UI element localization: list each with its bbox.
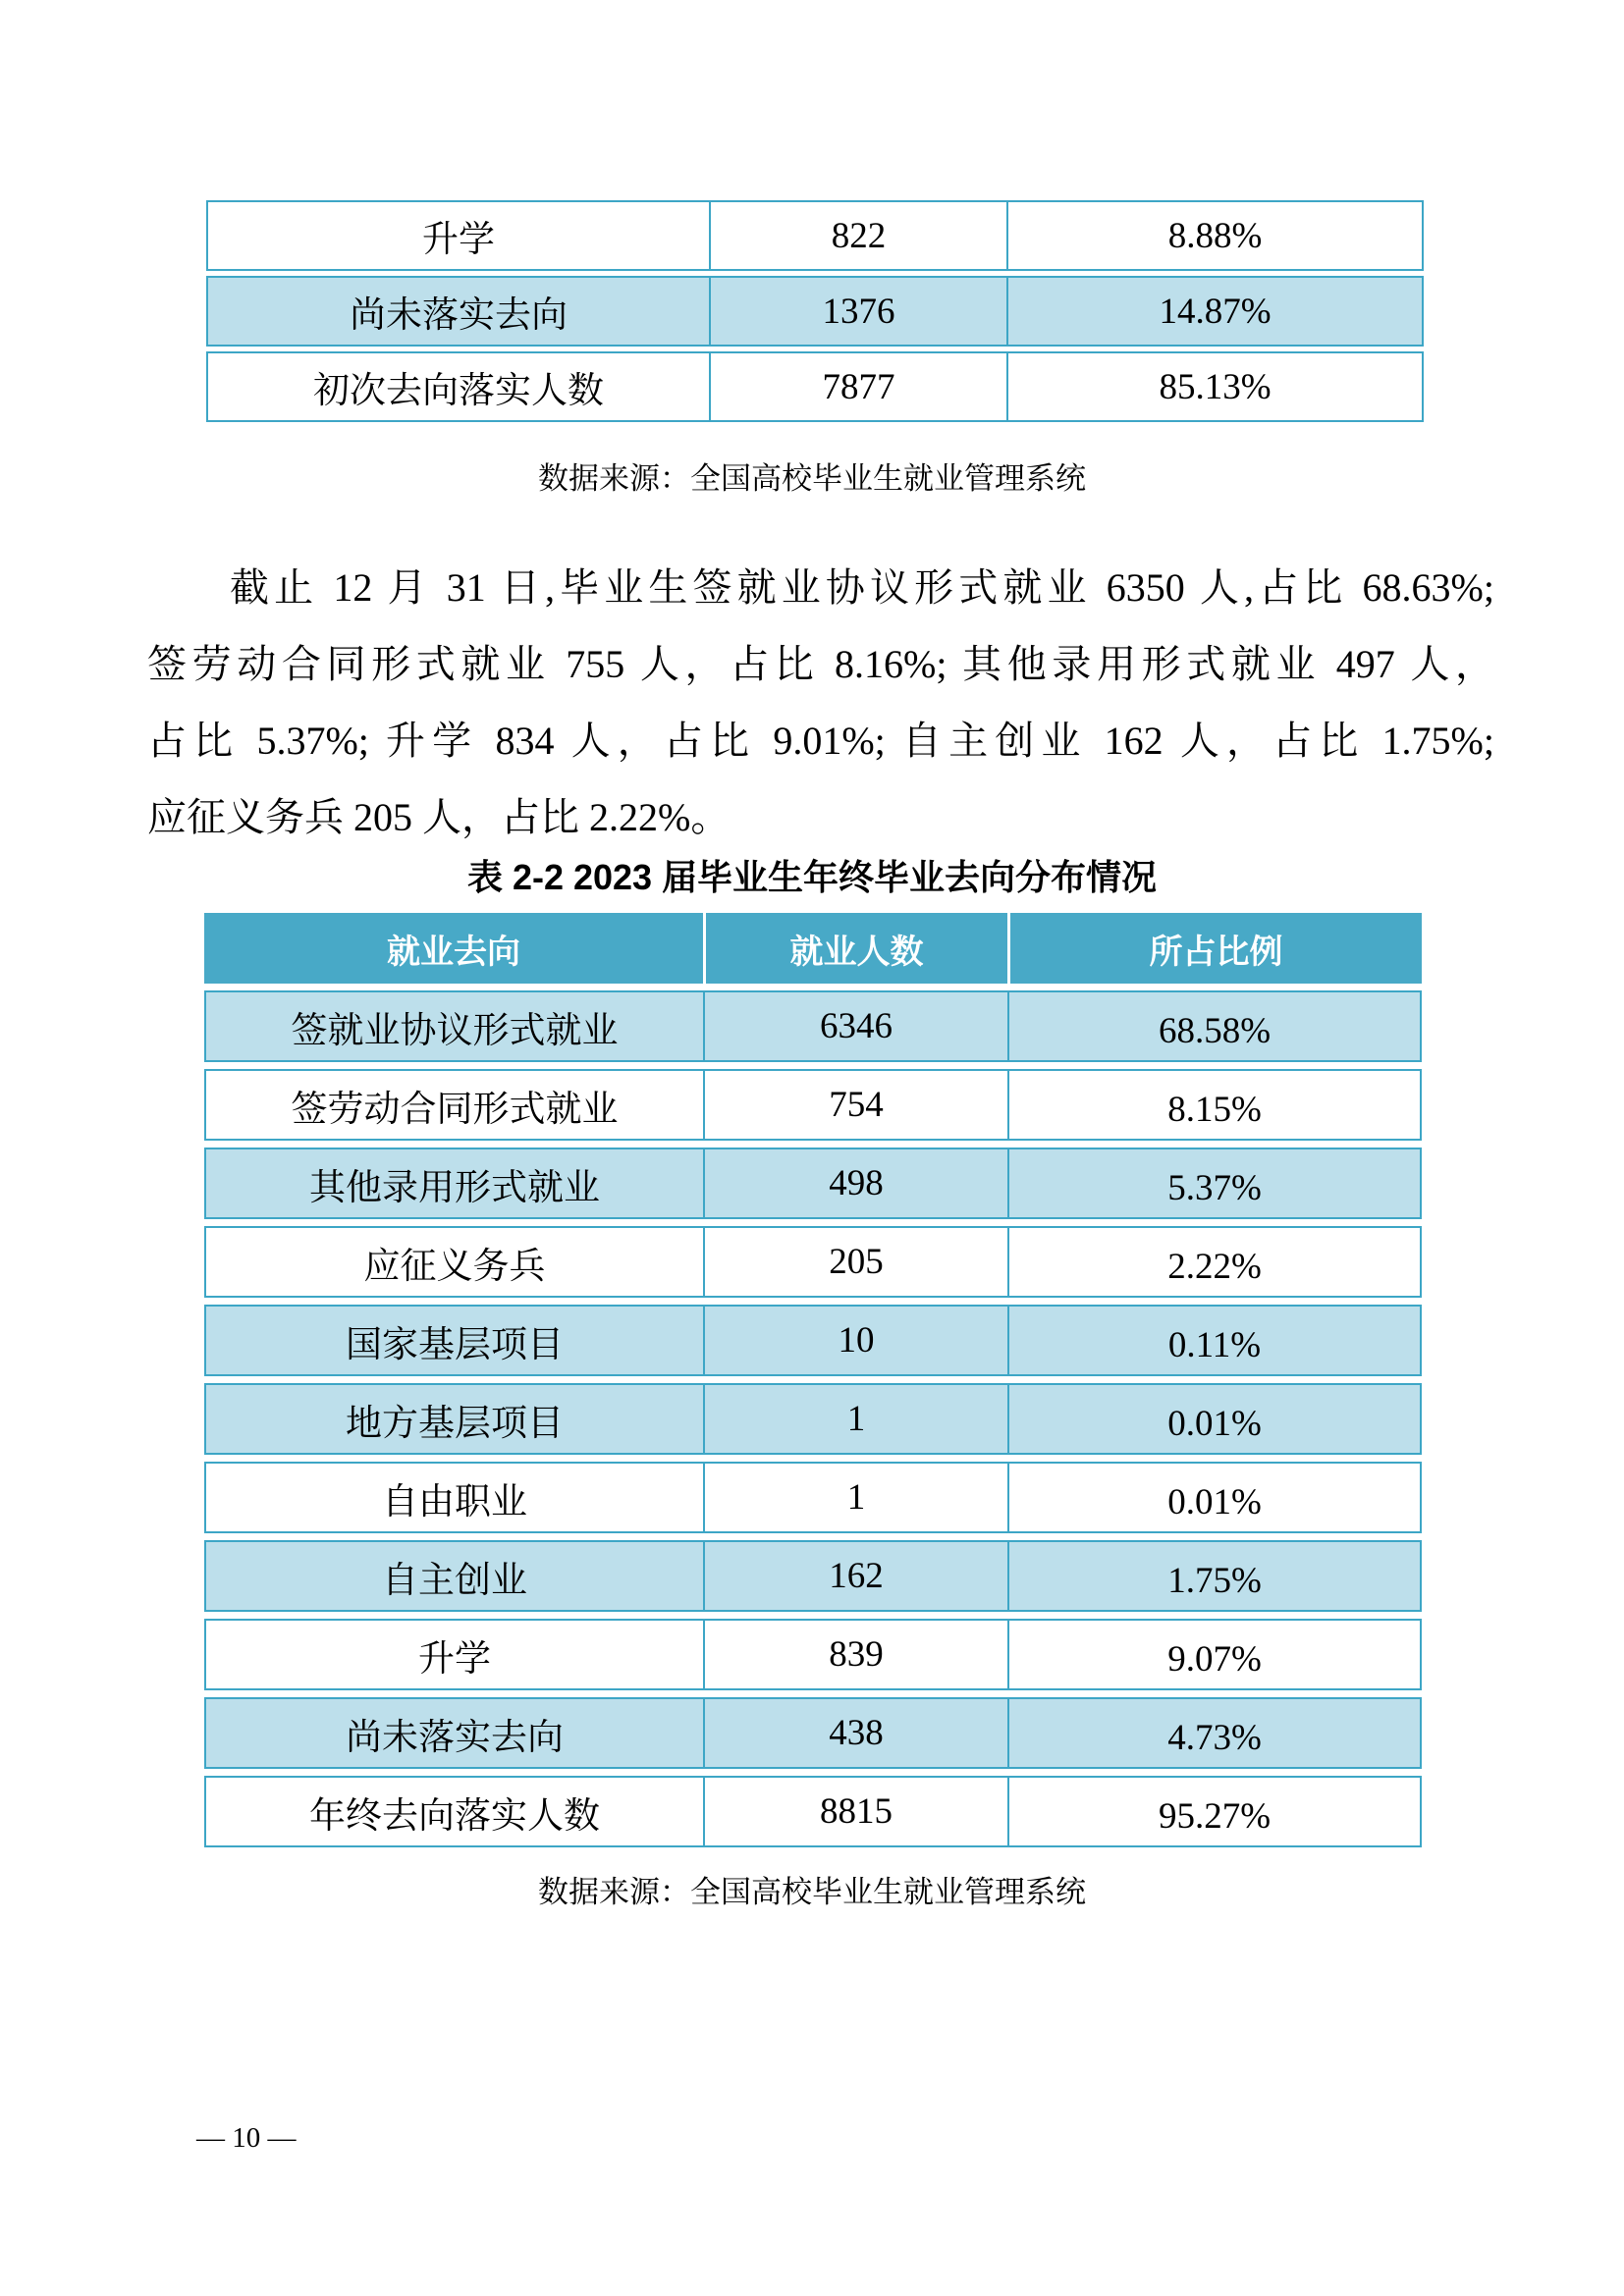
cell-destination: 初次去向落实人数 — [206, 351, 709, 422]
cell-count: 498 — [703, 1148, 1007, 1219]
cell-count: 822 — [709, 200, 1006, 271]
paragraph-line: 占比 5.37%; 升学 834 人，占比 9.01%; 自主创业 162 人，占比 1.75%; — [147, 719, 1494, 763]
cell-percentage: 5.37% — [1007, 1148, 1422, 1219]
page-number: — 10 — — [196, 2122, 297, 2154]
table-row — [204, 1383, 1422, 1455]
cell-count: 438 — [703, 1697, 1007, 1769]
cell-destination: 签劳动合同形式就业 — [204, 1069, 703, 1141]
data-source-note: 数据来源：全国高校毕业生就业管理系统 — [538, 461, 1086, 496]
cell-count: 1376 — [709, 276, 1006, 347]
table-row — [204, 1540, 1422, 1612]
cell-count: 754 — [703, 1069, 1007, 1141]
cell-count: 8815 — [703, 1776, 1007, 1847]
table-row — [204, 1776, 1422, 1847]
cell-count: 1 — [703, 1383, 1007, 1455]
table-header-row — [204, 913, 1422, 984]
cell-percentage: 0.01% — [1007, 1462, 1422, 1533]
table-row — [206, 351, 1424, 422]
cell-destination: 年终去向落实人数 — [204, 1776, 703, 1847]
cell-count: 7877 — [709, 351, 1006, 422]
cell-destination: 尚未落实去向 — [204, 1697, 703, 1769]
cell-percentage: 0.01% — [1007, 1383, 1422, 1455]
cell-destination: 签就业协议形式就业 — [204, 990, 703, 1062]
cell-destination: 地方基层项目 — [204, 1383, 703, 1455]
header-percentage: 所占比例 — [1007, 913, 1422, 984]
cell-destination: 自由职业 — [204, 1462, 703, 1533]
cell-destination: 应征义务兵 — [204, 1226, 703, 1298]
table-row — [204, 1148, 1422, 1219]
table-row — [204, 990, 1422, 1062]
table-2-2 — [204, 906, 1422, 1854]
cell-percentage: 0.11% — [1007, 1305, 1422, 1376]
cell-count: 162 — [703, 1540, 1007, 1612]
header-count: 就业人数 — [703, 913, 1007, 984]
cell-count: 1 — [703, 1462, 1007, 1533]
cell-count: 839 — [703, 1619, 1007, 1690]
cell-destination: 尚未落实去向 — [206, 276, 709, 347]
cell-percentage: 8.88% — [1006, 200, 1424, 271]
cell-percentage: 2.22% — [1007, 1226, 1422, 1298]
table-row — [206, 276, 1424, 347]
data-source-note: 数据来源：全国高校毕业生就业管理系统 — [538, 1875, 1086, 1909]
cell-count: 6346 — [703, 990, 1007, 1062]
body-paragraph — [147, 550, 1494, 856]
cell-percentage: 9.07% — [1007, 1619, 1422, 1690]
cell-percentage: 4.73% — [1007, 1697, 1422, 1769]
cell-percentage: 14.87% — [1006, 276, 1424, 347]
table-row — [204, 1462, 1422, 1533]
cell-percentage: 95.27% — [1007, 1776, 1422, 1847]
paragraph-line: 应征义务兵 205 人，占比 2.22%。 — [147, 795, 731, 839]
cell-count: 205 — [703, 1226, 1007, 1298]
header-destination: 就业去向 — [204, 913, 703, 984]
cell-percentage: 85.13% — [1006, 351, 1424, 422]
cell-destination: 升学 — [204, 1619, 703, 1690]
cell-percentage: 1.75% — [1007, 1540, 1422, 1612]
cell-count: 10 — [703, 1305, 1007, 1376]
paragraph-line: 截止 12 月 31 日,毕业生签就业协议形式就业 6350 人,占比 68.63%; — [230, 565, 1494, 610]
table-row — [204, 1226, 1422, 1298]
table-row — [204, 1069, 1422, 1141]
table-row — [204, 1619, 1422, 1690]
table-2-2-title: 表 2-2 2023 届毕业生年终毕业去向分布情况 — [466, 857, 1158, 897]
paragraph-line: 签劳动合同形式就业 755 人，占比 8.16%; 其他录用形式就业 497 人， — [147, 642, 1494, 686]
cell-destination: 自主创业 — [204, 1540, 703, 1612]
employment-table-continued — [206, 195, 1424, 427]
table-row — [204, 1305, 1422, 1376]
cell-percentage: 68.58% — [1007, 990, 1422, 1062]
table-row — [206, 200, 1424, 271]
cell-destination: 国家基层项目 — [204, 1305, 703, 1376]
table-row — [204, 1697, 1422, 1769]
cell-percentage: 8.15% — [1007, 1069, 1422, 1141]
cell-destination: 升学 — [206, 200, 709, 271]
cell-destination: 其他录用形式就业 — [204, 1148, 703, 1219]
